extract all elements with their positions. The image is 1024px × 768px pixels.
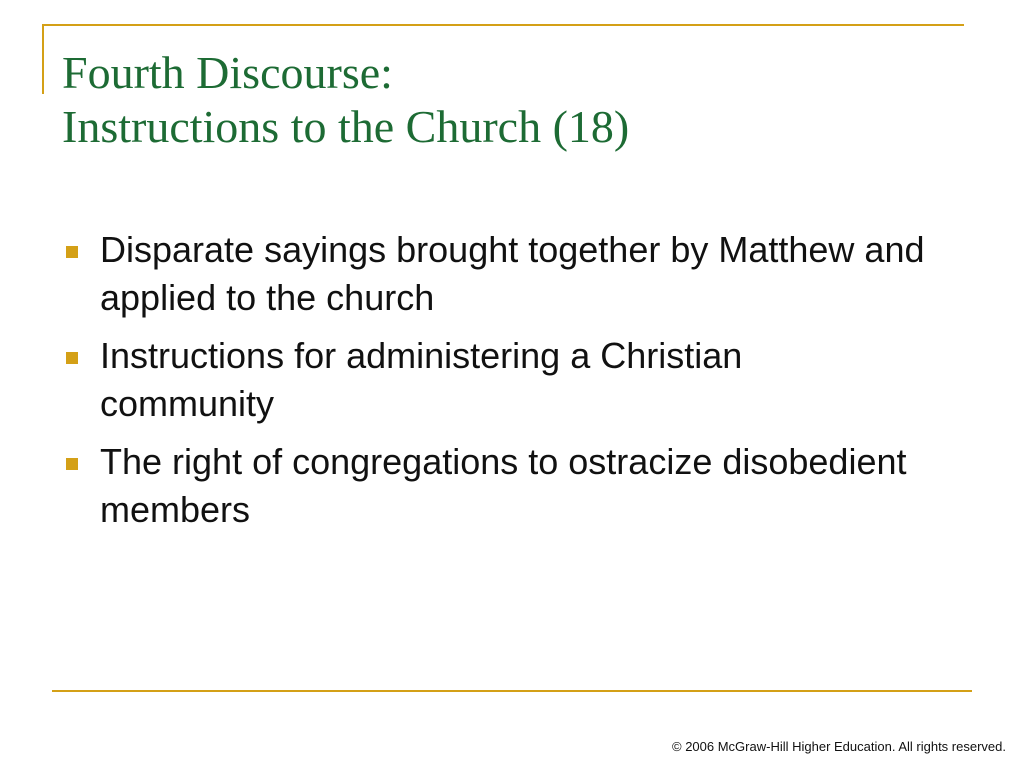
footer-rule xyxy=(52,690,972,692)
bullet-text: Instructions for administering a Christian community xyxy=(100,335,743,424)
bullet-text: Disparate sayings brought together by Matthew and applied to the church xyxy=(100,229,925,318)
bullet-list xyxy=(66,226,926,544)
bullet-text: The right of congregations to ostracize disobedient members xyxy=(100,441,907,530)
bullet-item xyxy=(66,226,926,322)
copyright-notice: © 2006 McGraw-Hill Higher Education. All rights reserved. xyxy=(672,739,1006,754)
title-line-1: Fourth Discourse: xyxy=(62,47,393,98)
bullet-item xyxy=(66,438,926,534)
square-bullet-icon xyxy=(66,246,78,258)
square-bullet-icon xyxy=(66,458,78,470)
frame-top-rule xyxy=(42,24,964,26)
bullet-item xyxy=(66,332,926,428)
square-bullet-icon xyxy=(66,352,78,364)
frame-left-rule xyxy=(42,24,44,94)
slide-title xyxy=(62,46,962,154)
title-line-2: Instructions to the Church (18) xyxy=(62,101,630,152)
